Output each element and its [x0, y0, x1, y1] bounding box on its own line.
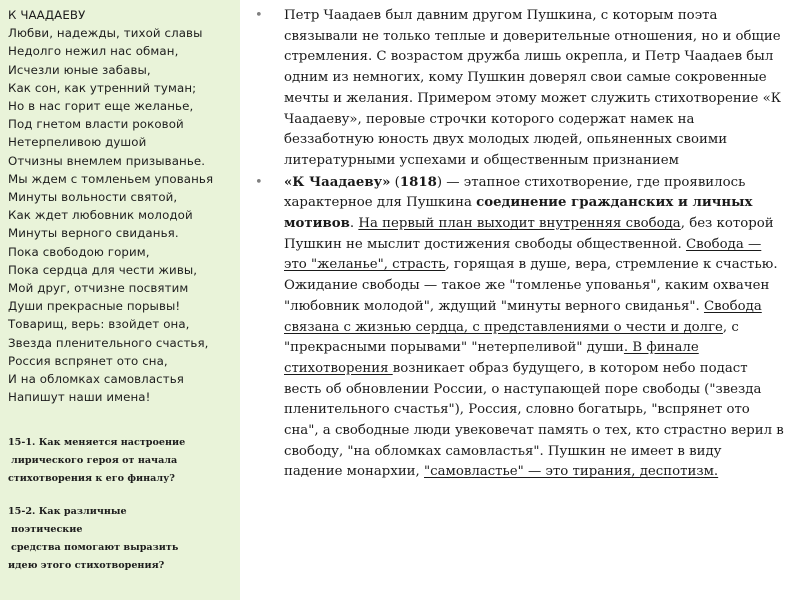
question-line: 15-2. Как различные: [8, 506, 127, 517]
poem-line: Пока сердца для чести живы,: [8, 262, 198, 277]
questions: [8, 434, 238, 590]
poem-line: Под гнетом власти роковой: [8, 117, 184, 132]
poem-line: И на обломках самовластья: [8, 372, 184, 387]
poem-title: К ЧААДАЕВУ: [8, 8, 86, 22]
poem-line: Минуты верного свиданья.: [8, 226, 179, 241]
poem-line: Любви, надежды, тихой славы: [8, 26, 203, 41]
underlined-finale: . В финале стихотворения: [284, 340, 699, 376]
question-line: поэтические: [11, 524, 83, 535]
emphasis-motifs: соединение гражданских и личных мотивов: [284, 195, 753, 232]
poem-line: Отчизны внемлем призыванье.: [8, 153, 206, 168]
text-run: .: [349, 216, 359, 232]
question-line: средства помогают выразить: [11, 542, 179, 553]
poem-line: Звезда пленительного счастья,: [8, 335, 209, 350]
underlined-inner-freedom: На первый план выходит внутренняя свобода: [358, 216, 681, 232]
paragraph-friendship: [252, 6, 784, 172]
poem-line: Как сон, как утренний туман;: [8, 80, 197, 95]
underlined-freedom-desire: Свобода — это "желанье", страсть: [284, 236, 762, 273]
bullet-icon: •: [255, 174, 263, 190]
text-run: ) — этапное стихотворение, где проявилось характерное для Пушкина: [284, 174, 746, 211]
text-run: , без которой Пушкин не мыслит достижения свободы общественной.: [284, 216, 774, 252]
question-line: 15-1. Как меняется настроение: [8, 437, 186, 448]
text-run: (: [390, 174, 400, 190]
question-15-2: [8, 503, 238, 575]
poem-line: Исчезли юные забавы,: [8, 62, 151, 77]
poem-line: Мы ждем с томленьем упованья: [8, 171, 214, 186]
poem-line: Но в нас горит еще желанье,: [8, 99, 194, 114]
year: 1818: [399, 174, 437, 190]
poem-line: Недолго нежил нас обман,: [8, 44, 179, 59]
poem-line: Как ждет любовник молодой: [8, 208, 193, 223]
commentary: [252, 6, 784, 483]
poem-title-ref: «К Чаадаеву»: [284, 174, 391, 190]
paragraph-text: Петр Чаадаев был давним другом Пушкина, с которым поэта связывали не только теплые и доверительные отношения, но и общие стремления. С возрастом дружба лишь окрепла, и Петр Чаадаев был одним из немногих, кому Пушкин доверял свои самые сокровенные мечты и желания. Примером этому может служить стихотворение «К Чаадаеву», перовые строчки которого содержат намек на беззаботную юность двух молодых людей, опьяненных своими литературными успехами и общественным признанием: [284, 8, 782, 168]
underlined-tyranny: "самовластье" — это тирания, деспотизм.: [424, 464, 719, 480]
poem-line: Товарищ, верь: взойдет она,: [8, 317, 190, 332]
underlined-freedom-heart: Свобода связана с жизнью сердца, с представлениями о чести и долге: [284, 298, 762, 335]
bullet-icon: •: [255, 8, 263, 23]
question-line: стихотворения к его финалу?: [8, 473, 175, 484]
text-run: возникает образ будущего, в котором небо подаст весть об обновлении России, о наступающей поре свободы ("звезда пленительного счастья"), Россия, словно богатырь, "вспрянет ото сна", а свободные люди увековечат память о тех, кто страстно верил в свободу, "на обломках самовластья". Пушкин не имеет в виду падение монархии,: [284, 360, 784, 480]
poem-line: Россия вспрянет ото сна,: [8, 353, 168, 368]
question-line: идею этого стихотворения?: [8, 560, 165, 571]
poem-line: Мой друг, отчизне посвятим: [8, 281, 189, 296]
poem-line: Минуты вольности святой,: [8, 190, 178, 205]
paragraph-analysis: [252, 173, 784, 484]
text-run: , горящая в душе, вера, стремление к счастью. Ожидание свободы — такое же "томленье упованья", каким охвачен "любовник молодой", ждущий "минуты верного свиданья".: [284, 257, 778, 314]
poem-line: Души прекрасные порывы!: [8, 299, 181, 314]
question-line: лирического героя от начала: [11, 455, 178, 466]
poem-line: Нетерпеливою душой: [8, 135, 147, 150]
poem-text: [8, 6, 238, 406]
text-run: , с "прекрасными порывами" "нетерпеливой" души: [284, 319, 739, 356]
poem-line: Пока свободою горим,: [8, 244, 150, 259]
poem-panel: [0, 0, 240, 600]
question-15-1: [8, 434, 238, 488]
poem-line: Напишут наши имена!: [8, 390, 151, 405]
